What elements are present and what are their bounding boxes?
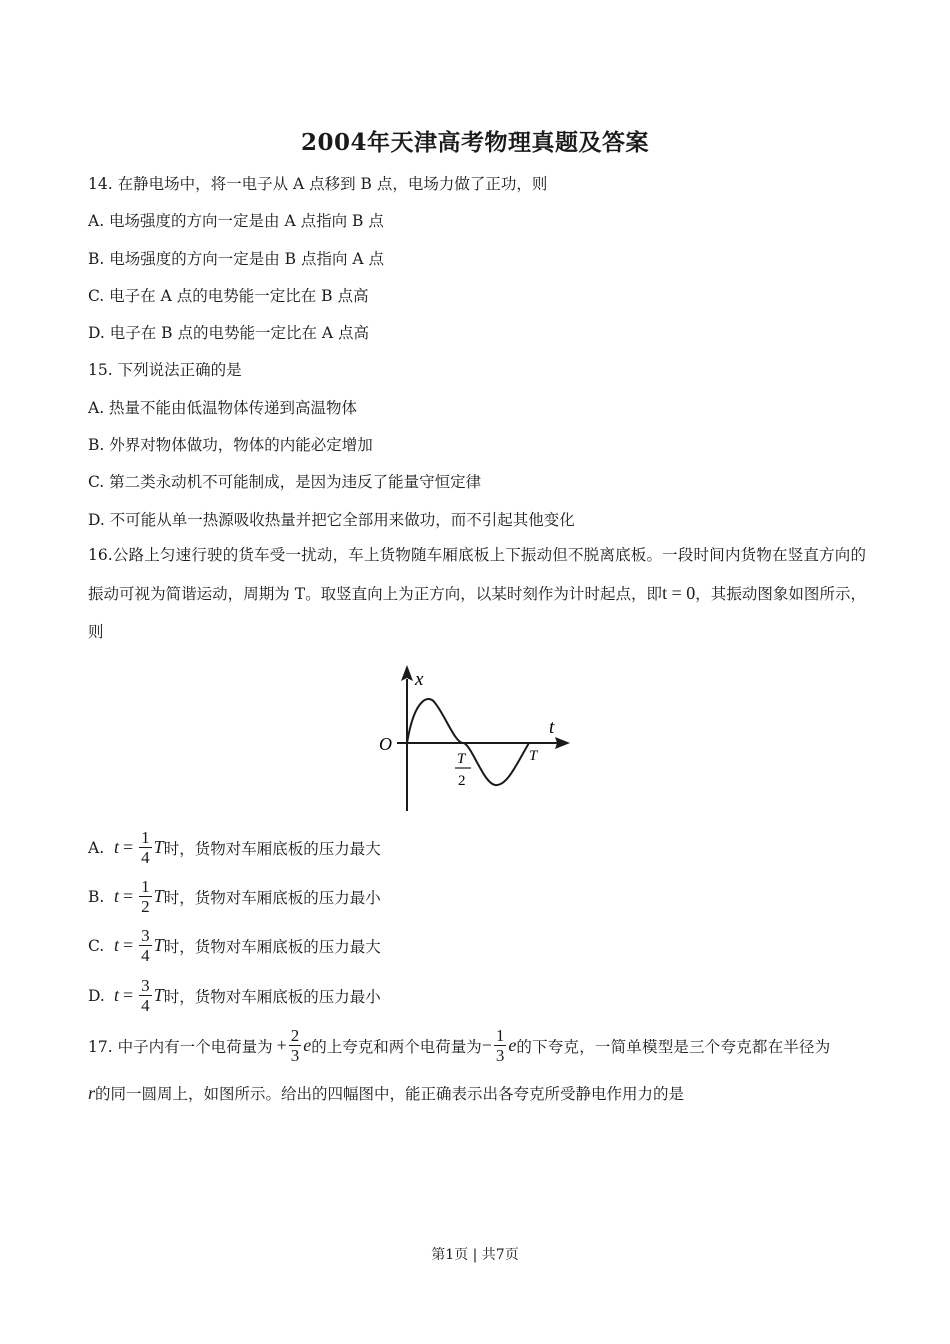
option-text: 时，货物对车厢底板的压力最大 (163, 937, 381, 956)
option-fraction (139, 976, 152, 1015)
q14-option-a: A. 电场强度的方向一定是由 A 点指向 B 点 (88, 212, 384, 230)
q17-fraction2 (494, 1026, 507, 1065)
frac-den: 3 (290, 1046, 300, 1065)
option-var: t (114, 935, 120, 955)
q16-stem-part1: 16.公路上匀速行驶的货车受一扰动，车上货物随车厢底板上下振动但不脱离底板。一段时间内货物在竖直方向的振动可视为简谐运动，周期为 T。取竖直向上为正方向，以某时刻作为计时起点，即 (88, 546, 866, 603)
option-eq: = (123, 886, 134, 906)
q16-option-a (88, 828, 381, 867)
frac-num: 3 (141, 926, 150, 945)
option-var: t (114, 886, 120, 906)
option-period: T (153, 935, 164, 955)
q17-part1: 17. 中子内有一个电荷量为 (88, 1037, 273, 1056)
option-text: 时，货物对车厢底板的压力最小 (163, 987, 381, 1006)
page-title: 2004年天津高考物理真题及答案 (300, 129, 649, 156)
q17-sign2: − (481, 1035, 492, 1055)
q17-part4: 的同一圆周上，如图所示。给出的四幅图中，能正确表示出各夸克所受静电作用力的是 (95, 1085, 685, 1103)
option-text: 时，货物对车厢底板的压力最大 (163, 839, 381, 858)
q14-option-d: D. 电子在 B 点的电势能一定比在 A 点高 (88, 324, 370, 342)
q17-part3: 的下夸克，一简单模型是三个夸克都在半径为 (516, 1037, 831, 1056)
q16-vibration-graph (375, 655, 575, 820)
q16-option-b (88, 877, 381, 916)
option-var: t (114, 985, 120, 1005)
option-eq: = (123, 837, 134, 857)
option-fraction (139, 828, 152, 867)
q17-r: r (88, 1083, 96, 1103)
x-axis-arrow (401, 665, 413, 681)
option-var: t (114, 837, 120, 857)
option-label: C. (88, 936, 105, 955)
option-label: D. (88, 986, 105, 1005)
option-fraction (139, 877, 152, 916)
half-period-num: T (457, 751, 466, 767)
frac-den: 4 (141, 848, 150, 867)
q16-stem-math: t = 0 (662, 583, 696, 603)
option-period: T (153, 985, 164, 1005)
q17-e1: e (303, 1035, 312, 1055)
q15-option-d: D. 不可能从单一热源吸收热量并把它全部用来做功，而不引起其他变化 (88, 511, 575, 529)
q16-option-c (88, 926, 381, 965)
q15-stem: 15. 下列说法正确的是 (88, 361, 242, 379)
t-axis-arrow (555, 737, 570, 749)
q16-stem-part2: ，其振动图象如图所示，则 (88, 585, 866, 641)
t-axis-label: t (549, 717, 555, 738)
option-label: B. (88, 887, 105, 906)
page-footer: 第1页 | 共7页 (431, 1247, 519, 1263)
frac-num: 1 (141, 877, 150, 896)
option-period: T (153, 837, 164, 857)
option-fraction (139, 926, 152, 965)
q14-stem: 14. 在静电场中，将一电子从 A 点移到 B 点，电场力做了正功，则 (88, 175, 548, 193)
option-text: 时，货物对车厢底板的压力最小 (163, 888, 381, 907)
q16-option-d (88, 976, 381, 1015)
q16-stem (88, 536, 866, 651)
q17-part2: 的上夸克和两个电荷量为 (311, 1037, 482, 1056)
q17-stem-line2 (88, 1083, 684, 1104)
option-period: T (153, 886, 164, 906)
x-axis-label: x (415, 669, 424, 690)
q17-stem-line1 (88, 1026, 830, 1065)
option-eq: = (123, 985, 134, 1005)
q15-option-a: A. 热量不能由低温物体传递到高温物体 (88, 399, 358, 417)
q17-sign1: + (276, 1035, 287, 1055)
option-label: A. (88, 838, 105, 857)
frac-num: 3 (141, 976, 150, 995)
frac-den: 4 (141, 946, 150, 965)
frac-den: 4 (141, 996, 150, 1015)
q17-e2: e (508, 1035, 517, 1055)
option-eq: = (123, 935, 134, 955)
frac-num: 1 (495, 1026, 505, 1045)
q14-option-c: C. 电子在 A 点的电势能一定比在 B 点高 (88, 287, 369, 305)
q15-option-b: B. 外界对物体做功，物体的内能必定增加 (88, 436, 373, 454)
period-label: T (529, 748, 538, 764)
frac-num: 1 (141, 828, 150, 847)
origin-label: O (379, 734, 392, 754)
q14-option-b: B. 电场强度的方向一定是由 B 点指向 A 点 (88, 250, 385, 268)
frac-den: 3 (495, 1046, 505, 1065)
q15-option-c: C. 第二类永动机不可能制成，是因为违反了能量守恒定律 (88, 473, 482, 491)
half-period-den: 2 (458, 773, 466, 789)
q17-fraction1 (289, 1026, 302, 1065)
frac-num: 2 (290, 1026, 300, 1045)
frac-den: 2 (141, 897, 150, 916)
